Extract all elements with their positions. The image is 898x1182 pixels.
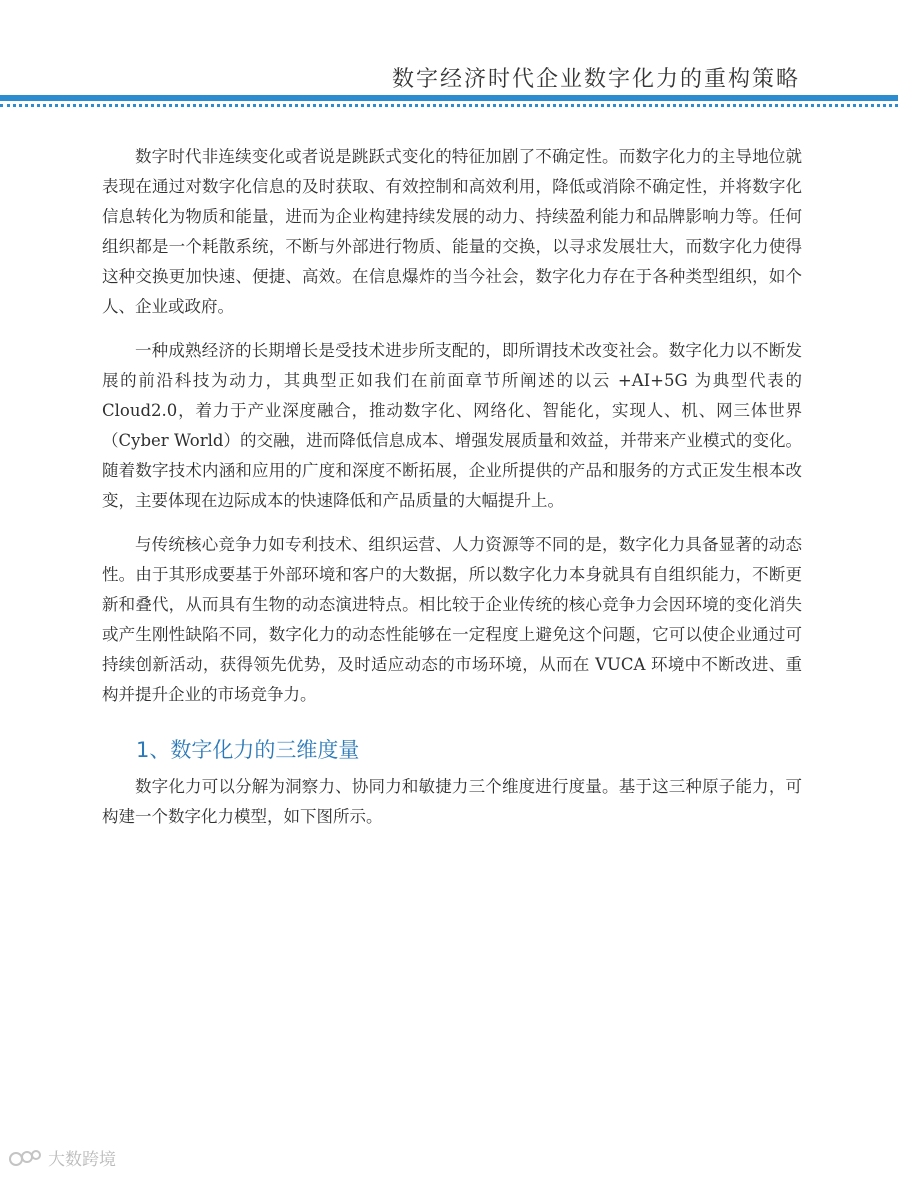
- header-rule-solid: [0, 95, 898, 101]
- running-title: 数字经济时代企业数字化力的重构策略: [391, 67, 800, 92]
- section-paragraph: 数字化力可以分解为洞察力、协同力和敏捷力三个维度进行度量。基于这三种原子能力，可构建一个数字化力模型，如下图所示。: [102, 777, 802, 826]
- dashuju-logo-icon: [8, 1147, 42, 1169]
- watermark: [8, 1145, 116, 1170]
- paragraph-2: 一种成熟经济的长期增长是受技术进步所支配的，即所谓技术改变社会。数字化力以不断发展的前沿科技为动力，其典型正如我们在前面章节所阐述的以云 +AI+5G 为典型代表的 Cloud2.0，着力于产业深度融合，推动数字化、网络化、智能化，实现人、机、网三体世界（Cyber World）的交融，进而降低信息成本、增强发展质量和效益，并带来产业模式的变化。随着数字技术内涵和应用的广度和深度不断拓展，企业所提供的产品和服务的方式正发生根本改变，主要体现在边际成本的快速降低和产品质量的大幅提升上。: [102, 341, 802, 510]
- section-heading: 1、数字化力的三维度量: [136, 738, 360, 762]
- page-body: [102, 142, 802, 846]
- page-header: [0, 0, 898, 120]
- paragraph-1: 数字时代非连续变化或者说是跳跃式变化的特征加剧了不确定性。而数字化力的主导地位就表现在通过对数字化信息的及时获取、有效控制和高效利用，降低或消除不确定性，并将数字化信息转化为物质和能量，进而为企业构建持续发展的动力、持续盈利能力和品牌影响力等。任何组织都是一个耗散系统，不断与外部进行物质、能量的交换，以寻求发展壮大，而数字化力使得这种交换更加快速、便捷、高效。在信息爆炸的当今社会，数字化力存在于各种类型组织，如个人、企业或政府。: [102, 147, 802, 316]
- watermark-text: 大数跨境: [48, 1150, 116, 1170]
- header-rule-dotted: [0, 104, 898, 107]
- paragraph-3: 与传统核心竞争力如专利技术、组织运营、人力资源等不同的是，数字化力具备显著的动态性。由于其形成要基于外部环境和客户的大数据，所以数字化力本身就具有自组织能力，不断更新和叠代，从而具有生物的动态演进特点。相比较于企业传统的核心竞争力会因环境的变化消失或产生刚性缺陷不同，数字化力的动态性能够在一定程度上避免这个问题，它可以使企业通过可持续创新活动，获得领先优势，及时适应动态的市场环境，从而在 VUCA 环境中不断改进、重构并提升企业的市场竞争力。: [102, 535, 802, 704]
